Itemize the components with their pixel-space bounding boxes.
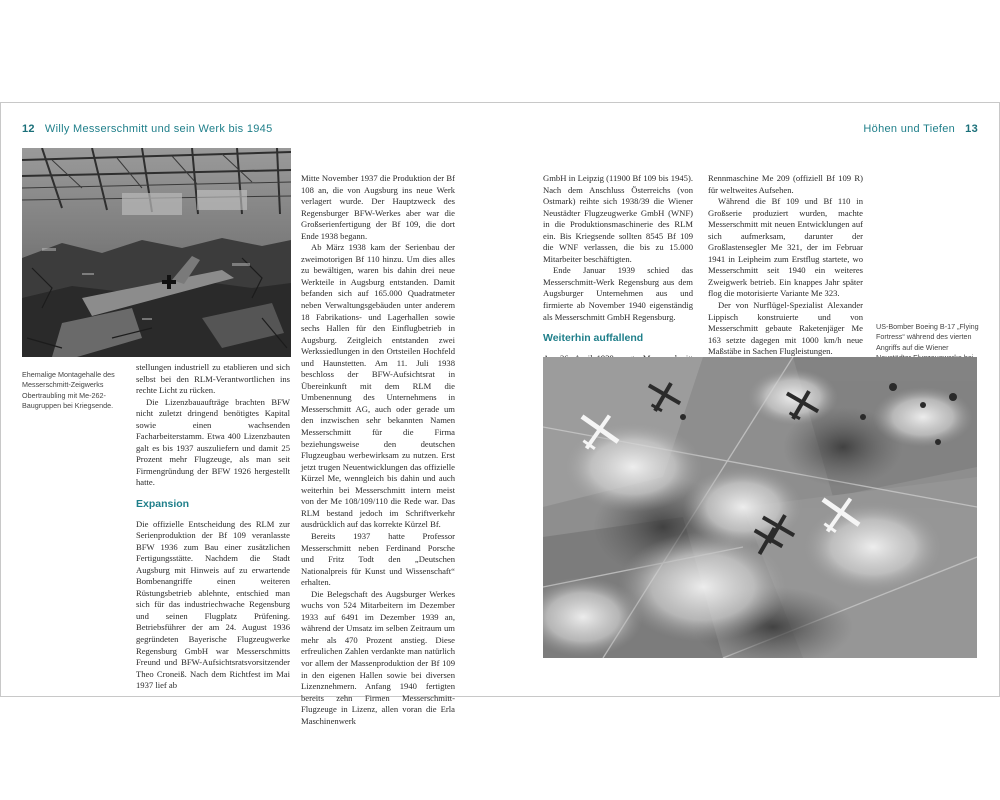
left-running-header [22, 123, 273, 135]
left-page-number: 12 [22, 123, 35, 135]
photo-right-caption: US-Bomber Boeing B-17 „Flying Fortress“ während des vierten Angriffs auf die Wiener [876, 322, 979, 352]
left-header-title: Willy Messerschmitt und sein Werk bis 1945 [44, 123, 273, 135]
column1-paragraph-2: Die Lizenzbauaufträge brachten BFW nicht zuletzt dringend benötigtes Kapital sowie einen wachsenden Facharbeiterstamm. Etwa 400 Lizenzbauten galt es bis 1937 auszuliefern und damit 25 Prozent mehr Flugzeuge, als man seit Firmengründung der BFW 1926 hergestellt hatte. [136, 396, 290, 488]
column4-paragraph-1: Rennmaschine Me 209 (offiziell Bf 109 R) für weltweites Aufsehen. [708, 173, 863, 195]
aerial-bomber-photo [543, 357, 977, 658]
text-column-1 [136, 362, 290, 692]
ruined-hall-photo [22, 148, 291, 357]
column2-paragraph-1: Mitte November 1937 die Produktion der Bf 108 an, die von Augsburg ins neue Werk verlagert wurde. Der Hauptzweck des Regensburger BFW-Werkes aber war die Großserienfertigung der Bf 109, die dort Ende 1938 begann. [301, 173, 455, 241]
right-header-title: Höhen und Tiefen [863, 123, 956, 135]
column2-paragraph-4: Die Belegschaft des Augsburger Werkes wuchs von 524 Mitarbeitern im Dezember 1933 auf 6491 im Dezember 1939 an, während der Umsatz im selben Zeitraum um mehr als 470 Prozent anstieg. Diese erfreulichen Zahlen verdankte man natürlich vor allem der Massenproduktion der Bf 109 in den eigenen Hallen sowie bei diversen Lizenznehmern. Anfang 1940 fertigten bereits zehn Firmen Messerschmitt-Flugzeuge in Lizenz, allen voran die Erla Maschinenwerk [301, 588, 455, 726]
expansion-heading: Expansion [136, 498, 190, 511]
right-page-number: 13 [965, 123, 978, 135]
column3-paragraph-2: Ende Januar 1939 schied das Messerschmitt-Werk Regensburg aus dem Augsburger Unternehmen aus und firmierte ab November 1940 eigenständig als Messerschmitt GmbH Regensburg. [543, 265, 693, 322]
column1-paragraph-3: Die offizielle Entscheidung des RLM zur Serienproduktion der Bf 109 veranlasste BFW 1936 zum Bau einer zusätzlichen Fertigungsstätte. Nachdem die Stadt Augsburg mit Hinweis auf zu erwartende Bombenangriffe einen weiteren Rüstungsbetrieb ablehnte, entschied man sich für das industriechwache Regensburg und seinen Flugplatz Prüfening. Betriebsführer der am 24. August 1936 gegründeten Bayerische Flugzeugwerke Regensburg GmbH war Messerschmitts Freund und BFW-Aufsichtsratsvorsitzender Theo Croneiß. Nach dem Richtfest im Mai 1937 lief ab [136, 518, 290, 691]
right-running-header [863, 123, 978, 135]
weiterhin-auffallend-heading: Weiterhin auffallend [543, 332, 644, 345]
column4-paragraph-2: Während die Bf 109 und Bf 110 in Großserie produziert wurden, machte Messerschmitt mit neuen Entwicklungen auf sich aufmerksam, darunter der Großlastensegler Me 321, der im Februar 1941 in Leipheim zum Erstflug startete, wo Messerschmitt seit 1940 ein weiteres Zweigwerk betrieb. Ein knappes Jahr später flog die motorisierte Variante Me 323. [708, 196, 863, 299]
column4-paragraph-3: Der von Nurflügel-Spezialist Alexander Lippisch konstruierte und von Messerschmitt gebaute Raketenjäger Me 163 setzte dagegen mit 1000 km/h neue Maßstäbe in Sachen Flugleistungen. [708, 300, 863, 357]
column1-paragraph-1: stellungen industriell zu etablieren und sich selbst bei den RLM-Verantwortlichen ins rechte Licht zu rücken. [136, 362, 290, 396]
photo-left-caption: Ehemalige Montagehalle des Messerschmitt-Zeigwerks Obertraubling mit Me-262-Baugruppen bei Kriegsende. [22, 370, 115, 411]
column2-paragraph-2: Ab März 1938 kam der Serienbau der zweimotorigen Bf 110 hinzu. Um dies alles zu bewältigen, waren bis dahin drei neue Werkteile in Augsburg entstanden. Damit befanden sich auf 165.000 Quadratmeter neben Verwaltungsgebäuden unter anderem 18 Fabrikations- und Lagerhallen sowie sechs Hallen für den Einflugbetrieb in Augsburg. Zeitgleich entstanden zwei Werkssiedlungen in den Ortsteilen Hochfeld und Haunstetten. Am 11. Juli 1938 beschloss der BFW-Aufsichtsrat in Übereinkunft mit dem RLM die Umbenennung des Unternehmens in Messerschmitt AG, auch oder gerade um den inzwischen sehr bekannten Namen Messerschmitt für die Firma beziehungsweise den deutschen Flugzeugbau werbewirksam zu nutzen. Erst jetzt trugen Neuentwicklungen das offizielle Kürzel Me, wenngleich bis dahin und auch weiterhin bei Messerschmitt intern meist von der Me 108/109/110 die Rede war. Das RLM bestand jedoch im Schriftverkehr ausdrücklich auf das korrekte Kürzel Bf. [301, 242, 455, 530]
text-column-3 [543, 173, 693, 387]
column2-paragraph-3: Bereits 1937 hatte Professor Messerschmitt neben Ferdinand Porsche und Fritz Todt den „Deutschen Nationalpreis für Kunst und Wissenschaft“ erhalten. [301, 530, 455, 588]
text-column-2 [301, 173, 455, 727]
column3-paragraph-1: GmbH in Leipzig (11900 Bf 109 bis 1945). Nach dem Anschluss Österreichs (von Ostmark) reihte sich 1938/39 die Wiener Neustädter Flugzeugwerke GmbH (WNF) in die Produktionsmaschinerie des RLM ein. Bis Kriegsende sollten 8545 Bf 109 die WNF verlassen, die bis zu 15.000 Mitarbeiter beschäftigten. [543, 173, 693, 264]
